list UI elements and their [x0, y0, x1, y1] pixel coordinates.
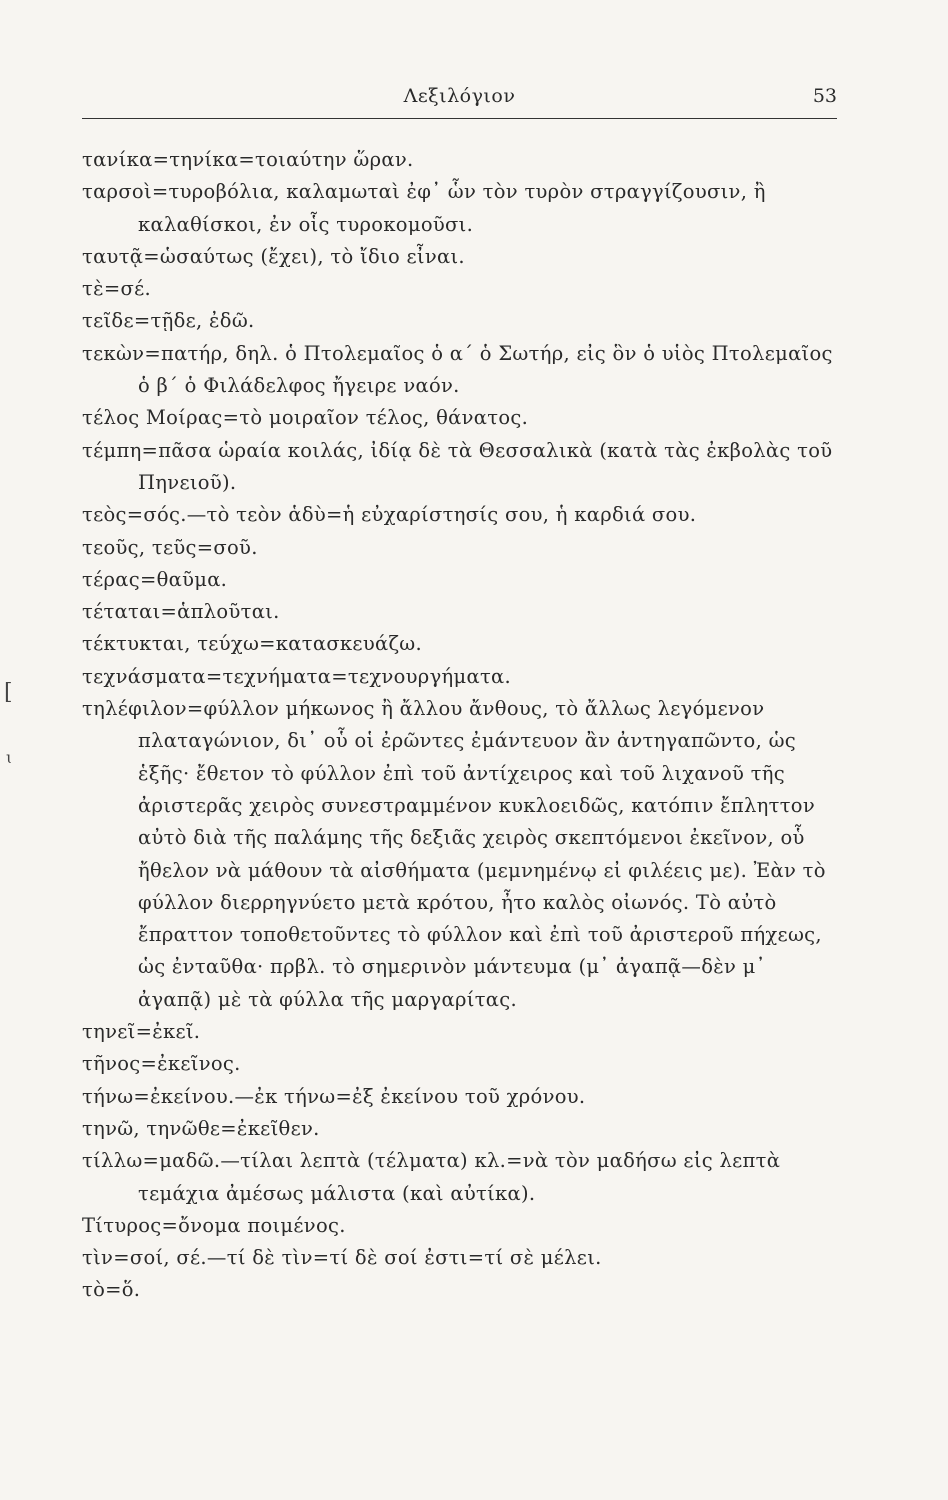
margin-mark-icon: [: [4, 680, 13, 705]
margin-dot-icon: ɩ: [6, 748, 13, 767]
lexicon-entry: τανίκα=τηνίκα=τοιαύτην ὥραν.: [82, 148, 414, 171]
lexicon-entry: τὸ=ὅ.: [82, 1278, 141, 1302]
lexicon-body: [82, 144, 842, 1307]
lexicon-entry: τηνεῖ=ἐκεῖ.: [82, 1020, 201, 1044]
header-rule: [82, 118, 837, 119]
lexicon-entry: τέκτυκται, τεύχω=κατασκευάζω.: [82, 632, 423, 656]
lexicon-entry: τεῖδε=τῇδε, ἐδῶ.: [82, 309, 255, 333]
lexicon-entry: τῆνος=ἐκεῖνος.: [82, 1052, 241, 1076]
lexicon-entry: τεχνάσματα=τεχνήματα=τεχνουργήματα.: [82, 664, 512, 688]
lexicon-entry: Τίτυρος=ὄνομα ποιμένος.: [82, 1213, 346, 1237]
lexicon-entry: ταρσοὶ=τυροβόλια, καλαμωταὶ ἐφ᾿ ὧν τὸν τυρὸν στραγγίζουσιν, ἢ καλαθίσκοι, ἐν οἷς τυροκομοῦσι.: [82, 180, 766, 236]
lexicon-entry: τίλλω=μαδῶ.—τίλαι λεπτὰ (τέλματα) κλ.=νὰ τὸν μαδήσω εἰς λεπτὰ τεμάχια ἀμέσως μάλιστα (καὶ αὐτίκα).: [82, 1149, 781, 1205]
lexicon-entry: τεὸς=σός.—τὸ τεὸν ἁδὺ=ἡ εὐχαρίστησίς σου, ἡ καρδιά σου.: [82, 503, 697, 527]
lexicon-entry: τὲ=σέ.: [82, 277, 152, 301]
running-head: [82, 85, 837, 115]
lexicon-entry: ταυτᾷ=ὡσαύτως (ἔχει), τὸ ἴδιο εἶναι.: [82, 244, 465, 268]
lexicon-entry: τεκὼν=πατήρ, δηλ. ὁ Πτολεμαῖος ὁ α΄ ὁ Σωτήρ, εἰς ὃν ὁ υἱὸς Πτολεμαῖος ὁ β΄ ὁ Φιλάδελφος ἤγειρε ναόν.: [82, 341, 833, 398]
lexicon-entry: τὶν=σοί, σέ.—τί δὲ τὶν=τί δὲ σοί ἐστι=τί σὲ μέλει.: [82, 1246, 602, 1270]
lexicon-entry: τέταται=ἁπλοῦται.: [82, 600, 280, 624]
lexicon-entry: τέλος Μοίρας=τὸ μοιραῖον τέλος, θάνατος.: [82, 406, 529, 430]
lexicon-entry: τεοῦς, τεῦς=σοῦ.: [82, 535, 258, 559]
lexicon-entry: τηνῶ, τηνῶθε=ἐκεῖθεν.: [82, 1116, 320, 1140]
lexicon-entry: τήνω=ἐκείνου.—ἐκ τήνω=ἐξ ἐκείνου τοῦ χρόνου.: [82, 1084, 586, 1108]
lexicon-entry: τέρας=θαῦμα.: [82, 567, 228, 591]
page-number: 53: [812, 85, 837, 107]
lexicon-entry: τηλέφιλον=φύλλον μήκωνος ἢ ἄλλου ἄνθους, τὸ ἄλλως λεγόμενον πλαταγώνιον, δι᾿ οὗ οἱ ἐρῶντες ἐμάντευον ἂν ἀντηγαπῶντο, ὡς ἑξῆς· ἔθετον τὸ φύλλον ἐπὶ τοῦ ἀντίχειρος καὶ τοῦ λιχανοῦ τῆς ἀριστερᾶς χειρὸς συνεστραμμένον κυκλοειδῶς, κατόπιν ἔπληττον αὐτὸ διὰ τῆς παλάμης τῆς δεξιᾶς χειρὸς σκεπτόμενοι ἐκεῖνον, οὗ ἤθελον νὰ μάθουν τὰ αἰσθήματα (μεμνημένῳ εἰ φιλέεις με). Ἐὰν τὸ φύλλον διερρηγνύετο μετὰ κρότου, ἦτο καλὸς οἰωνός. Τὸ αὐτὸ ἔπραττον τοποθετοῦντες τὸ φύλλον καὶ ἐπὶ τοῦ ἀριστεροῦ πήχεως, ὡς ἐνταῦθα· πρβλ. τὸ σημερινὸν μάντευμα (μ᾿ ἀγαπᾷ—δὲν μ᾿ ἀγαπᾷ) μὲ τὰ φύλλα τῆς μαργαρίτας.: [82, 697, 826, 1011]
lexicon-entry: τέμπη=πᾶσα ὡραία κοιλάς, ἰδίᾳ δὲ τὰ Θεσσαλικὰ (κατὰ τὰς ἐκβολὰς τοῦ Πηνειοῦ).: [82, 438, 833, 494]
running-title: Λεξιλόγιον: [403, 85, 516, 107]
